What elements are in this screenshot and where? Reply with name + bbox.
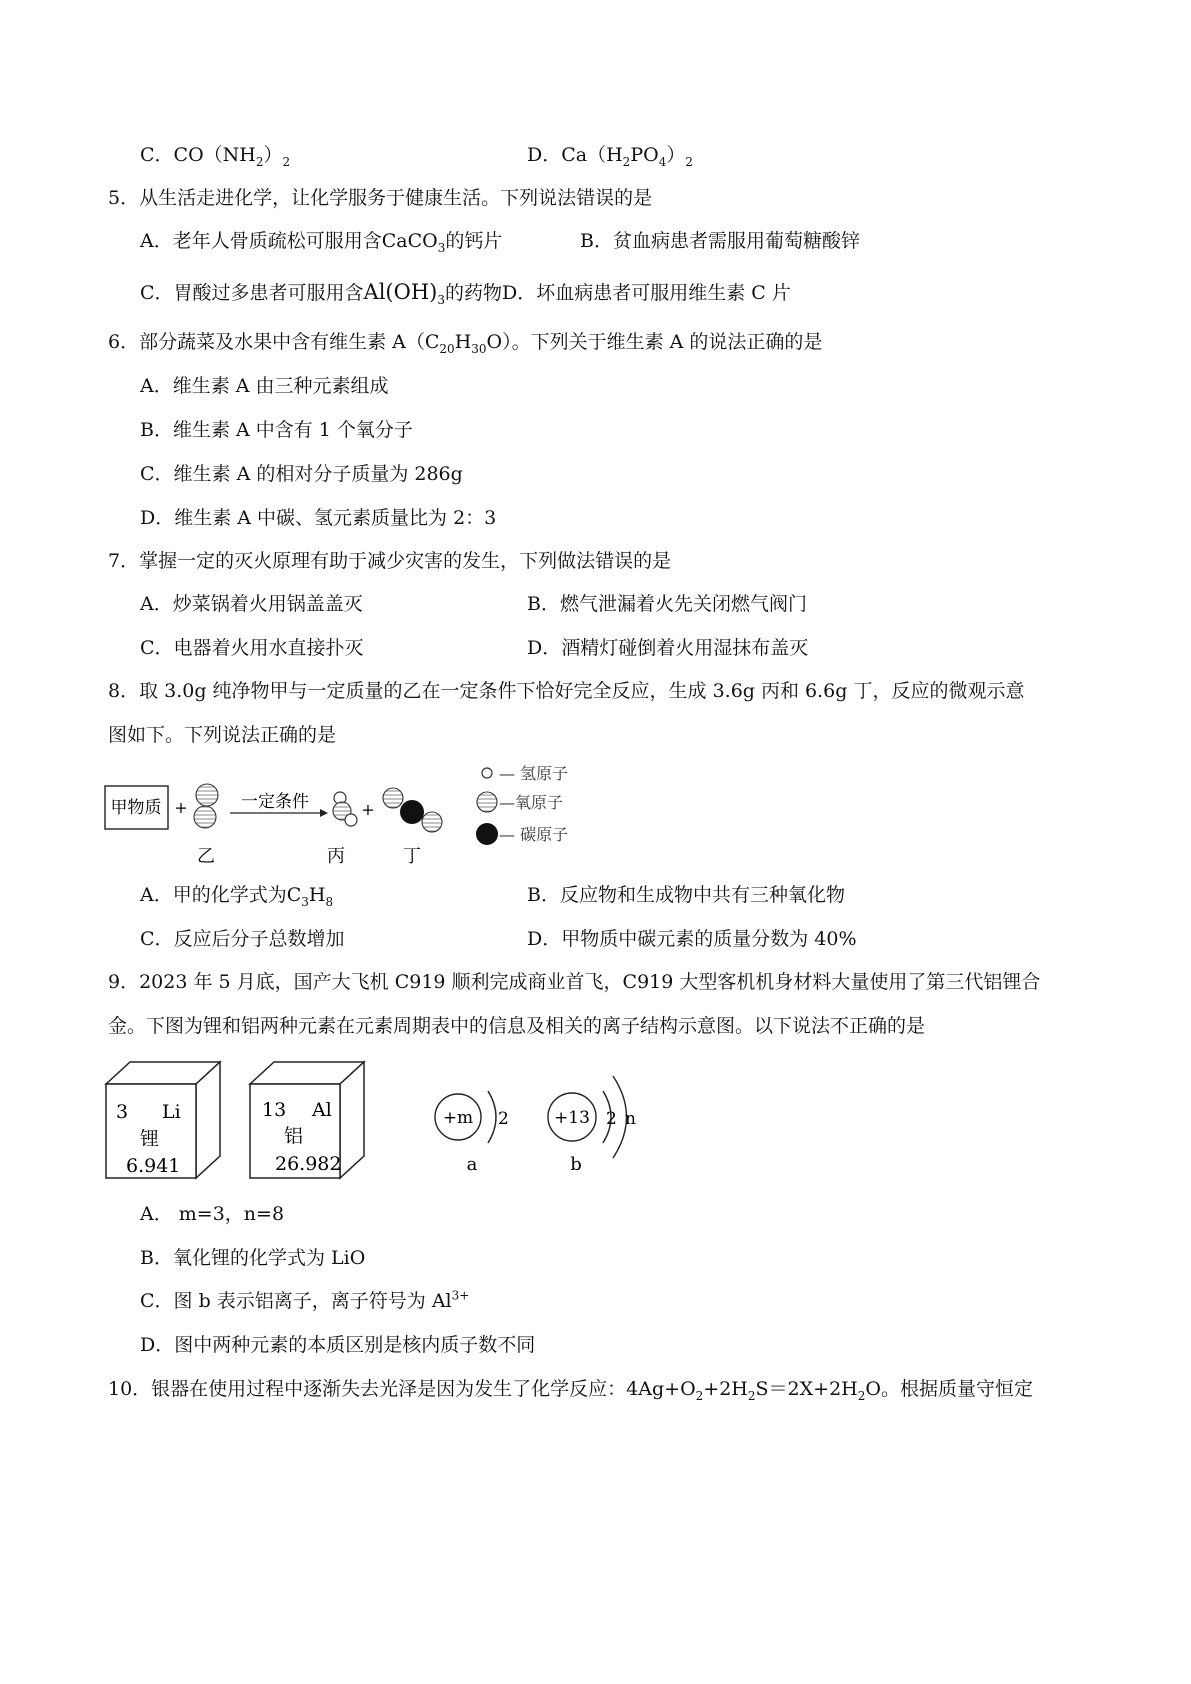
oxygen-atom: [422, 812, 442, 832]
q5-option-c: C．胃酸过多患者可服用含$Al(OH)_3$的药物D．坏血病患者可服用维生素 C 片: [140, 280, 791, 307]
q7-option-a: A．炒菜锅着火用锅盖盖灭: [140, 593, 363, 615]
ion-structure-b: [548, 1076, 636, 1175]
arrowhead-icon: [320, 809, 328, 817]
q9-stem-line1: 9．2023 年 5 月底，国产大飞机 C919 顺利完成商业首飞，C919 大型客机机身材料大量使用了第三代铝锂合: [108, 971, 1041, 993]
li-name: 锂: [140, 1128, 160, 1150]
legend-carbon-icon: [476, 823, 498, 845]
legend-hydrogen-label: — 氢原子: [499, 765, 569, 783]
q6-option-c: C．维生素 A 的相对分子质量为 286g: [140, 463, 463, 485]
reaction-condition: 一定条件: [241, 792, 309, 812]
hydrogen-atom: [345, 814, 357, 826]
q9-option-d: D．图中两种元素的本质区别是核内质子数不同: [140, 1334, 536, 1356]
q5-option-b: B．贫血病患者需服用葡萄糖酸锌: [580, 230, 860, 252]
legend-hydrogen-icon: [482, 768, 492, 778]
oxygen-atom: [383, 788, 403, 808]
svg-text:n: n: [625, 1109, 636, 1129]
svg-text:+m: +m: [442, 1108, 474, 1128]
label-yi: 乙: [197, 846, 215, 867]
al-name: 铝: [284, 1125, 304, 1147]
q5-stem: 5．从生活走进化学，让化学服务于健康生活。下列说法错误的是: [108, 187, 653, 209]
q6-option-b: B．维生素 A 中含有 1 个氧分子: [140, 419, 413, 441]
q5-option-a: A．老年人骨质疏松可服用含CaCO$_3$的钙片: [140, 230, 503, 255]
q8-option-a: A．甲的化学式为$C_3H_8$: [140, 884, 334, 909]
oxygen-atom: [196, 784, 218, 806]
aluminum-element-card: [250, 1062, 364, 1178]
carbon-atom: [400, 800, 424, 824]
svg-text:2: 2: [606, 1109, 617, 1129]
q7-stem: 7．掌握一定的灭火原理有助于减少灾害的发生，下列做法错误的是: [108, 550, 672, 572]
substance-jia-label: 甲物质: [110, 798, 162, 818]
q7-option-c: C．电器着火用水直接扑灭: [140, 637, 364, 659]
svg-text:2: 2: [498, 1109, 509, 1129]
q8-option-c: C．反应后分子总数增加: [140, 928, 345, 950]
oxygen-atom: [194, 806, 216, 828]
element-ion-diagram: [100, 1058, 700, 1188]
svg-text:b: b: [570, 1154, 582, 1175]
svg-text:a: a: [466, 1154, 478, 1175]
q4-option-c: C．$CO(NH_2)_2$: [140, 144, 291, 169]
q9-stem-line2: 金。下图为锂和铝两种元素在元素周期表中的信息及相关的离子结构示意图。以下说法不正确的是: [108, 1015, 926, 1037]
q7-option-d: D．酒精灯碰倒着火用湿抹布盖灭: [527, 637, 809, 659]
q8-option-b: B．反应物和生成物中共有三种氧化物: [527, 884, 845, 906]
plus-sign-1: +: [174, 798, 188, 817]
lithium-element-card: [106, 1062, 220, 1178]
label-bing: 丙: [327, 846, 345, 867]
svg-text:+13: +13: [554, 1108, 590, 1128]
ion-structure-a: [435, 1091, 509, 1175]
al-atomic-mass: 26.982: [275, 1153, 342, 1175]
q9-option-c: C．图 b 表示铝离子，离子符号为 $Al^{3+}$: [140, 1288, 470, 1312]
legend-oxygen-icon: [477, 792, 497, 812]
q9-option-a: A． m=3，n=8: [140, 1203, 285, 1225]
q6-option-d: D．维生素 A 中碳、氢元素质量比为 2：3: [140, 507, 497, 529]
al-atomic-number: 13: [262, 1099, 287, 1121]
li-symbol: Li: [162, 1101, 181, 1123]
plus-sign-2: +: [361, 800, 375, 819]
q7-option-b: B．燃气泄漏着火先关闭燃气阀门: [527, 593, 807, 615]
q8-stem-line1: 8．取 3.0g 纯净物甲与一定质量的乙在一定条件下恰好完全反应，生成 3.6g 丙和 6.6g 丁，反应的微观示意: [108, 680, 1025, 702]
q10-stem: 10．银器在使用过程中逐渐失去光泽是因为发生了化学反应：$4Ag+O_2+2H_2S=2X+2H_2O$。根据质量守恒定: [108, 1378, 1033, 1403]
li-atomic-number: 3: [116, 1101, 129, 1123]
legend-carbon-label: — 碳原子: [499, 825, 569, 844]
q6-stem: 6．部分蔬菜及水果中含有维生素 $A(C_{20}H_{30}O)$。下列关于维生素 A 的说法正确的是: [108, 331, 823, 356]
q6-option-a: A．维生素 A 由三种元素组成: [140, 375, 389, 397]
q9-option-b: B．氧化锂的化学式为 LiO: [140, 1247, 366, 1269]
q8-option-d: D．甲物质中碳元素的质量分数为 40%: [527, 928, 857, 950]
li-atomic-mass: 6.941: [126, 1155, 181, 1177]
al-symbol: Al: [312, 1099, 332, 1121]
legend-oxygen-label: —氧原子: [499, 793, 564, 812]
label-ding: 丁: [403, 846, 421, 867]
q4-option-d: D．$Ca(H_2PO_4)_2$: [527, 144, 693, 169]
q8-stem-line2: 图如下。下列说法正确的是: [108, 724, 337, 746]
